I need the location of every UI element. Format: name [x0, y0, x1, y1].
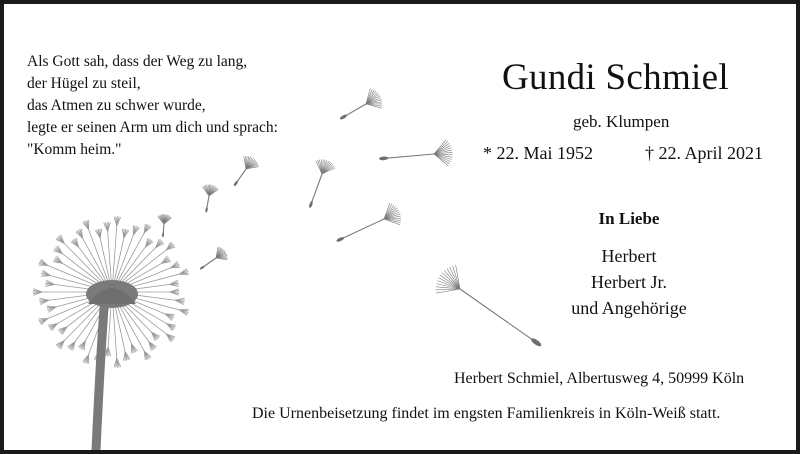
dandelion-icon [33, 217, 188, 450]
burial-notice: Die Urnenbeisetzung findet im engsten Familienkreis in Köln-Weiß statt. [252, 405, 721, 422]
death-date: † 22. April 2021 [645, 143, 764, 163]
floating-seed [339, 89, 382, 121]
poem-line: legte er seinen Arm um dich und sprach: [27, 119, 278, 136]
mourners-list [544, 243, 714, 321]
poem [27, 51, 278, 161]
floating-seed [199, 247, 227, 270]
poem-line: "Komm heim." [27, 141, 122, 158]
floating-seed [379, 140, 453, 166]
seed-tuft [47, 306, 56, 307]
floating-seed [336, 203, 401, 242]
mourner-name: Herbert [601, 246, 657, 266]
mourner-name: und Angehörige [571, 298, 687, 318]
floating-seed [158, 214, 171, 237]
life-dates [483, 143, 764, 164]
seed-tuft [179, 274, 188, 275]
floating-seed [203, 185, 219, 213]
floating-seed [308, 160, 335, 209]
birth-date: * 22. Mai 1952 [483, 143, 593, 163]
deceased-name: Gundi Schmiel [502, 57, 729, 98]
contact-address: Herbert Schmiel, Albertusweg 4, 50999 Köln [454, 370, 745, 387]
mourner-name: Herbert Jr. [591, 272, 667, 292]
poem-line: Als Gott sah, dass der Weg zu lang, [27, 53, 248, 70]
poem-line: der Hügel zu steil, [27, 75, 141, 92]
birth-name: geb. Klumpen [573, 112, 670, 131]
mourners-heading: In Liebe [598, 209, 660, 228]
poem-line: das Atmen zu schwer wurde, [27, 97, 206, 114]
floating-seed [436, 265, 542, 347]
